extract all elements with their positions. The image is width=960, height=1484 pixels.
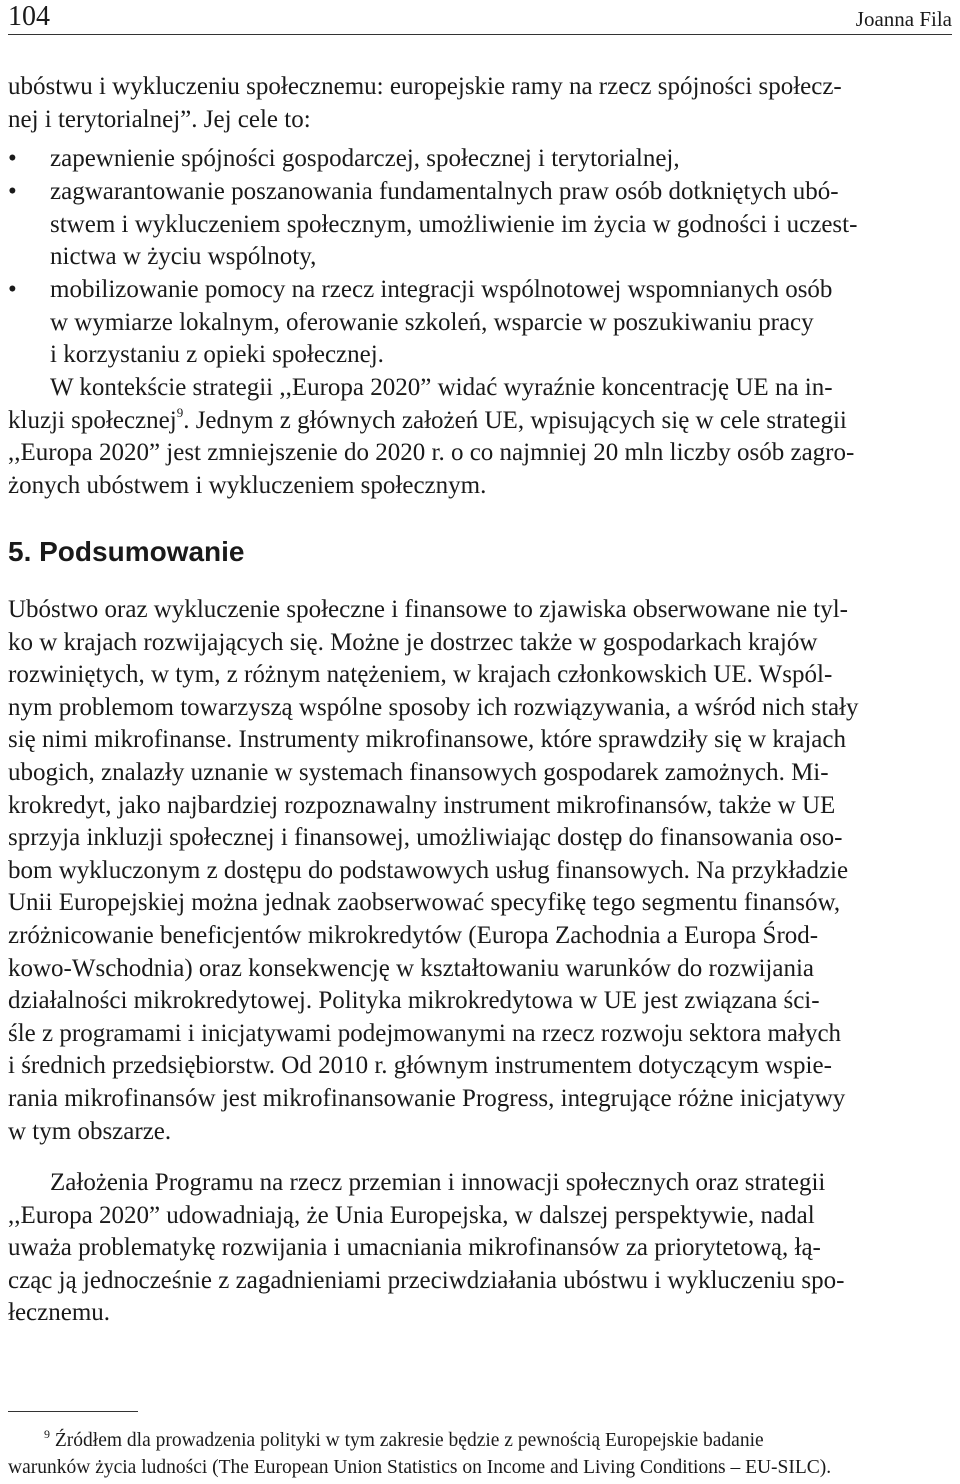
text-line: ko w krajach rozwijających się. Możne je dostrzec także w gospodarkach krajów	[8, 628, 818, 656]
footnote	[8, 1427, 953, 1481]
text-line	[8, 1427, 953, 1454]
footnote-separator	[8, 1411, 138, 1412]
text-line: kowo-Wschodnia) oraz konsekwencję w kształtowaniu warunków do rozwijania	[8, 954, 814, 982]
text-line: w tym obszarze.	[8, 1117, 172, 1145]
text-line: W kontekście strategii ,,Europa 2020” widać wyraźnie koncentrację UE na in-	[50, 374, 833, 401]
bullet-marker: •	[8, 178, 17, 205]
text-line	[8, 405, 953, 438]
closing-paragraph	[8, 1167, 953, 1330]
intro-paragraph	[8, 71, 953, 136]
text-line: Ubóstwo oraz wykluczenie społeczne i finansowe to zjawiska obserwowane nie tyl-	[8, 596, 849, 623]
running-head-author: Joanna Fila	[855, 7, 952, 31]
text-line: warunków życia ludności (The European Union Statistics on Income and Living Conditions – EU-SILC).	[8, 1457, 832, 1478]
text-line: sprzyja inkluzji społecznej i finansowej, umożliwiając dostęp do finansowania oso-	[8, 824, 843, 852]
text-line: krokredyt, jako najbardziej rozpoznawalny instrument mikrofinansów, także w UE	[8, 791, 836, 819]
bullet-item	[50, 274, 953, 372]
text-line: i średnich przedsiębiorstw. Od 2010 r. głównym instrumentem dotyczącym wspie-	[8, 1052, 832, 1080]
running-header	[8, 0, 952, 35]
text-line: ,,Europa 2020” jest zmniejszenie do 2020 r. o co najmniej 20 mln liczby osób zagro-	[8, 439, 855, 467]
text-line: łecznemu.	[8, 1299, 111, 1327]
text-line: ubogich, znalazły uznanie w systemach finansowych gospodarek zamożnych. Mi-	[8, 758, 829, 786]
bullet-marker: •	[8, 145, 17, 172]
bullet-item	[50, 143, 953, 176]
text-line: działalności mikrokredytowej. Polityka mikrokredytowa w UE jest związana ści-	[8, 987, 820, 1015]
strategy-paragraph	[8, 372, 953, 502]
text-line: nym problemom towarzyszą wspólne sposoby ich rozwiązywania, a wśród nich stały	[8, 693, 859, 721]
text-line: żonych ubóstwem i wykluczeniem społecznym.	[8, 471, 487, 499]
text-line: w wymiarze lokalnym, oferowanie szkoleń, wsparcie w poszukiwaniu pracy	[50, 308, 814, 336]
text-line: stwem i wykluczeniem społecznym, umożliwienie im życia w godności i uczest-	[50, 210, 858, 238]
section-heading: 5. Podsumowanie	[8, 536, 245, 567]
text-fragment: kluzji społecznej	[8, 406, 177, 434]
text-fragment: . Jednym z głównych założeń UE, wpisujących się w cele strategii	[183, 406, 847, 434]
footnote-reference: 9	[176, 404, 184, 420]
text-line: nej i terytorialnej”. Jej cele to:	[8, 105, 311, 133]
text-line: rania mikrofinansów jest mikrofinansowanie Progress, integrujące różne inicjatywy	[8, 1084, 846, 1112]
text-line: ubóstwu i wykluczeniu społecznemu: europejskie ramy na rzecz spójności społecz-	[8, 73, 842, 100]
page-number: 104	[8, 1, 50, 32]
summary-paragraph	[8, 594, 953, 1148]
text-line: śle z programami i inicjatywami podejmowanymi na rzecz rozwoju sektora małych	[8, 1019, 842, 1047]
text-line: nictwa w życiu wspólnoty,	[50, 243, 317, 271]
text-line: bom wykluczonym z dostępu do podstawowych usług finansowych. Na przykładzie	[8, 856, 849, 884]
text-line: zapewnienie spójności gospodarczej, społecznej i terytorialnej,	[50, 145, 680, 172]
text-line: Założenia Programu na rzecz przemian i innowacji społecznych oraz strategii	[50, 1169, 826, 1196]
text-line: się nimi mikrofinanse. Instrumenty mikrofinansowe, które sprawdziły się w krajach	[8, 726, 846, 754]
text-fragment: Źródłem dla prowadzenia polityki w tym zakresie będzie z pewnością Europejskie badanie	[54, 1430, 764, 1451]
footnote-number: 9	[44, 1427, 50, 1441]
text-line: mobilizowanie pomocy na rzecz integracji wspólnotowej wspomnianych osób	[50, 276, 833, 303]
bullet-item	[50, 176, 953, 274]
text-line: rozwiniętych, w tym, z różnym natężeniem, w krajach członkowskich UE. Wspól-	[8, 661, 833, 689]
text-line: zróżnicowanie beneficjentów mikrokredytów (Europa Zachodnia a Europa Środ-	[8, 921, 819, 949]
text-line: Unii Europejskiej można jednak zaobserwować specyfikę tego segmentu finansów,	[8, 889, 841, 917]
text-line: cząc ją jednocześnie z zagadnieniami przeciwdziałania ubóstwu i wykluczeniu spo-	[8, 1266, 845, 1294]
text-line: i korzystaniu z opieki społecznej.	[50, 341, 384, 369]
bullet-marker: •	[8, 276, 17, 303]
text-line: uważa problematykę rozwijania i umacniania mikrofinansów za priorytetową, łą-	[8, 1234, 821, 1262]
text-line: zagwarantowanie poszanowania fundamentalnych praw osób dotkniętych ubó-	[50, 178, 839, 205]
text-line: ,,Europa 2020” udowadniają, że Unia Europejska, w dalszej perspektywie, nadal	[8, 1201, 815, 1229]
